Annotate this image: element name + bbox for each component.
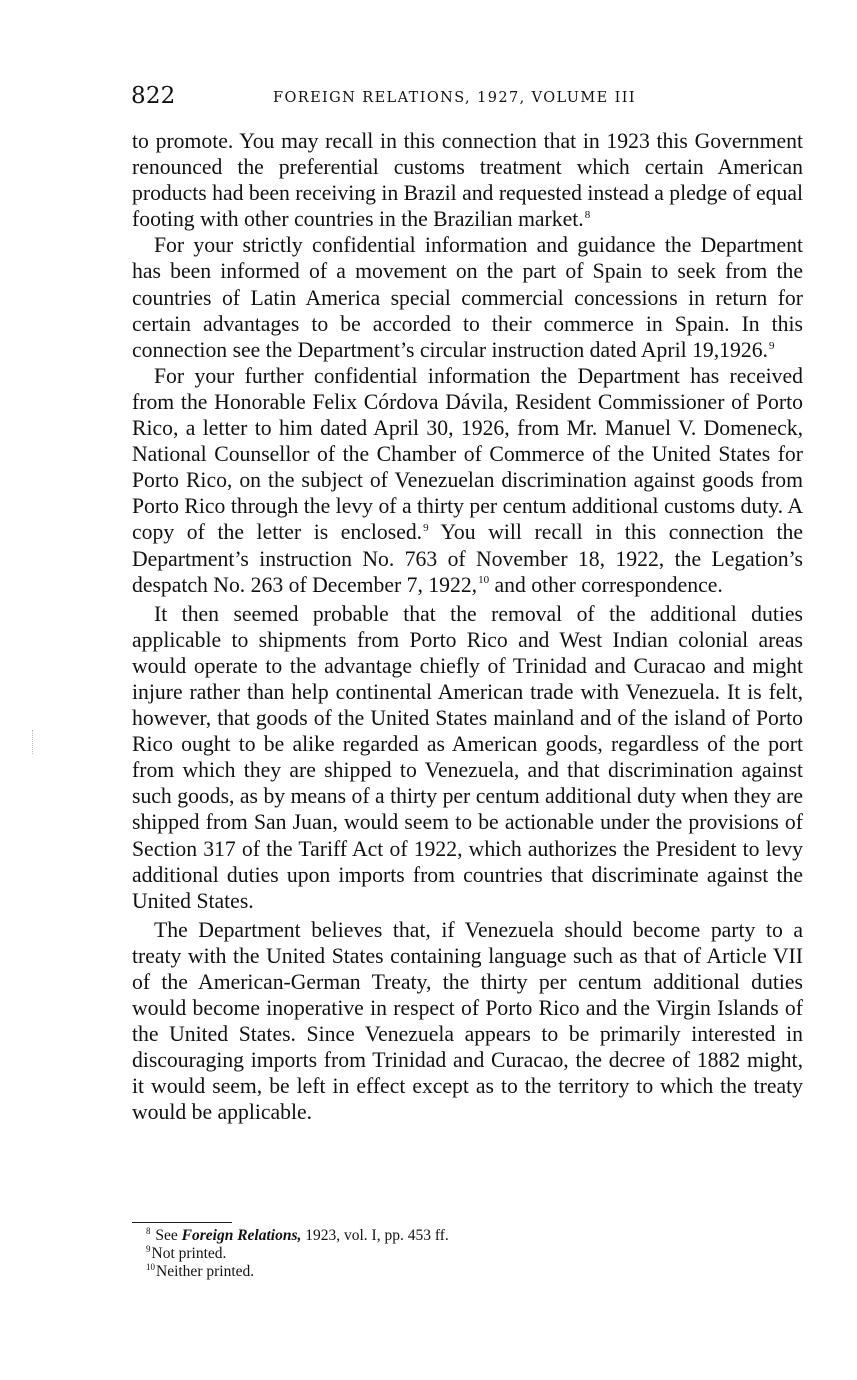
page-number: 822: [131, 83, 176, 109]
margin-speck: [32, 730, 35, 754]
paragraph-spain: [132, 232, 803, 362]
running-title: FOREIGN RELATIONS, 1927, VOLUME III: [273, 90, 636, 106]
footnote-8: [146, 1227, 706, 1245]
footnotes: [146, 1227, 706, 1282]
paragraph-continued: [132, 128, 803, 232]
paragraph-text: For your strictly confidential information and guidance the Department has been informed of a movement on the part of Spain to seek from the countries of Latin America special commercial concessions in return for certain advantages to be accorded to their commerce in Spain. In this connection see the Department’s circular instruction dated April 19,1926.: [132, 233, 803, 362]
footnote-title: Foreign Relations,: [181, 1227, 302, 1244]
paragraph-text: and other correspondence.: [489, 572, 723, 597]
footnote-prefix: See: [155, 1227, 182, 1244]
footnote-9: [146, 1245, 706, 1263]
paragraph-text: For your further confidential information the Department has received from the Honorable Felix Córdova Dávila, Resident Commissioner of Porto Rico, a letter to him dated April 30, 1926, from Mr. Manuel V. Domeneck, National Counsellor of the Chamber of Commerce of the United States for Porto Rico, on the subject of Venezuelan discrimination against goods from Porto Rico through the levy of a thirty per centum additional customs duty. A copy of the letter is enclosed.: [132, 363, 803, 545]
footnote-text: Neither printed.: [156, 1263, 255, 1281]
body-text: [132, 128, 803, 1126]
footnote-ref: 8: [584, 209, 591, 222]
footnote-mark: 10: [146, 1262, 155, 1273]
footnote-ref: 9: [768, 339, 775, 352]
page-header: [131, 80, 803, 112]
footnote-ref: 10: [478, 574, 490, 587]
paragraph-additional-duties: [132, 601, 803, 914]
paragraph-porto-rico-letter: [132, 363, 803, 598]
paragraph-text: You will recall in this connection the Department’s instruction No. 763 of November 18, 1922, the Legation’s despatch No. 263 of December 7, 1922,: [132, 520, 804, 597]
paragraph-text: to promote. You may recall in this connection that in 1923 this Government renounced the preferential customs treatment which certain American products had been receiving in Brazil and requested instead a pledge of equal footing with other countries in the Brazilian market.: [132, 129, 803, 232]
paragraph-text: The Department believes that, if Venezuela should become party to a treaty with the United States containing language such as that of Article VII of the American-German Treaty, the thirty per centum additional duties would become inoperative in respect of Porto Rico and the Virgin Islands of the United States. Since Venezuela appears to be primarily interested in discouraging imports from Trinidad and Curacao, the decree of 1882 might, it would seem, be left in effect except as to the territory to which the treaty would be applicable.: [132, 917, 803, 1125]
footnote-ref: 9: [423, 522, 429, 535]
footnote-text: Not printed.: [151, 1245, 227, 1263]
footnote-mark: 8: [146, 1225, 151, 1236]
footnote-divider: [132, 1222, 232, 1223]
footnote-text: 1923, vol. I, pp. 453 ff.: [301, 1227, 449, 1244]
footnote-mark: 9: [146, 1244, 151, 1255]
paragraph-text: It then seemed probable that the removal of the additional duties applicable to shipments from Porto Rico and West Indian colonial areas would operate to the advantage chiefly of Trinidad and Curacao and might injure rather than help continental American trade with Venezuela. It is felt, however, that goods of the United States mainland and of the island of Porto Rico ought to be alike regarded as American goods, regardless of the port from which they are shipped to Venezuela, and that discrimination against such goods, as by means of a thirty per centum additional duty when they are shipped from San Juan, would seem to be actionable under the provisions of Section 317 of the Tariff Act of 1922, which authorizes the President to levy additional duties upon imports from countries that discriminate against the United States.: [132, 601, 803, 913]
paragraph-treaty: [132, 917, 803, 1126]
footnote-10: [146, 1263, 706, 1281]
